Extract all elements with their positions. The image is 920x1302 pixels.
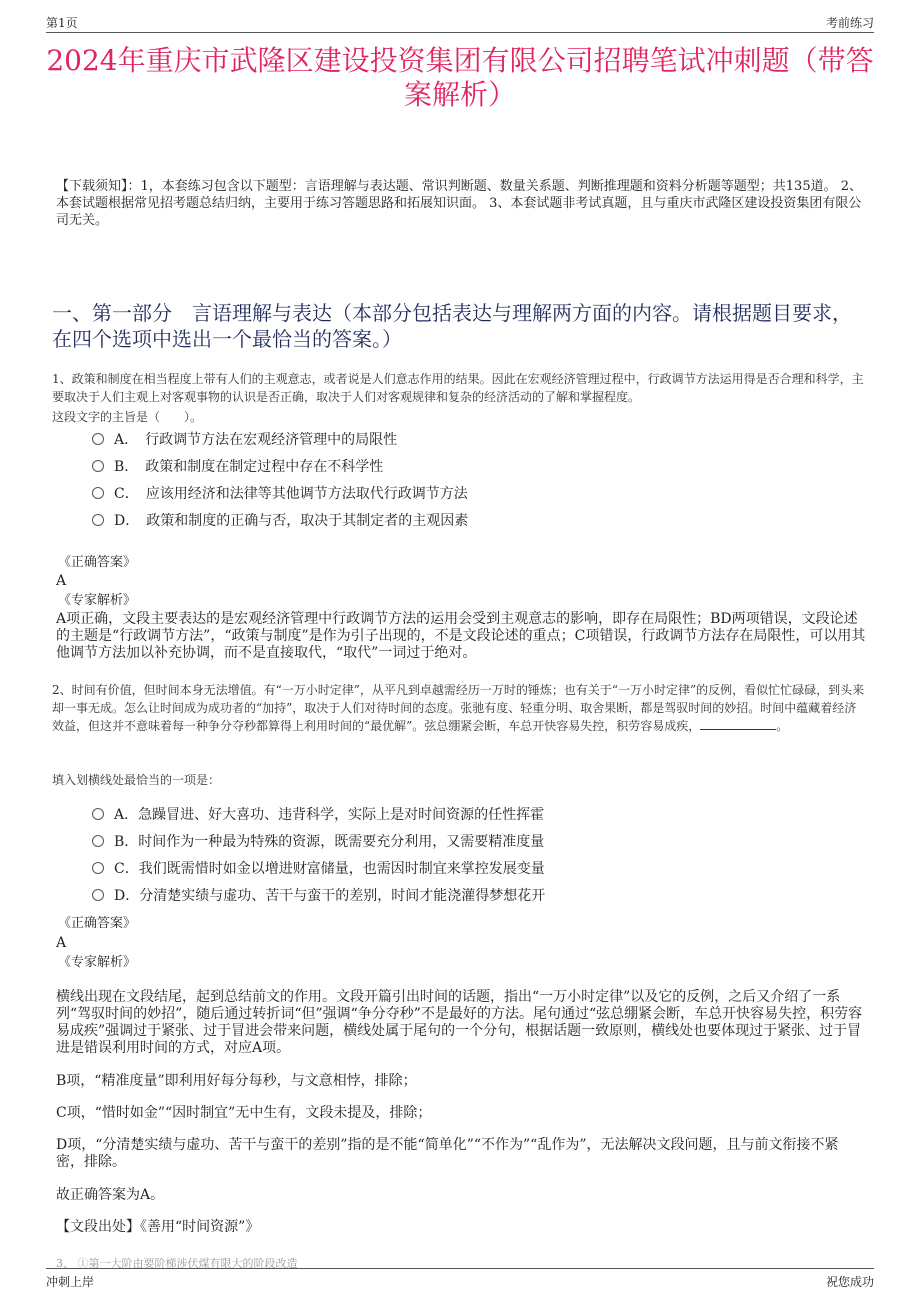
q2-analysis-d: D项，“分清楚实绩与虚功、苦干与蛮干的差别”指的是不能“简单化”“不作为”“乱作为”，无法解决文段问题，且与前文衔接不紧密，排除。: [56, 1137, 839, 1170]
question-1-ask: 这段文字的主旨是（ ）。: [52, 410, 203, 424]
radio-icon[interactable]: [92, 835, 104, 847]
q1-answer-label: 《正确答案》: [58, 555, 137, 570]
footer-right: 祝您成功: [825, 1275, 874, 1289]
answer-blank: [700, 717, 776, 730]
page-number: 第1页: [46, 16, 78, 30]
page-header: [46, 12, 874, 33]
q1-option-d[interactable]: D． 政策和制度的正确与否，取决于其制定者的主观因素: [92, 512, 468, 530]
q1-option-b[interactable]: B． 政策和制度在制定过程中存在不科学性: [92, 458, 383, 476]
q2-answer: A: [56, 935, 67, 951]
radio-icon[interactable]: [92, 514, 104, 526]
q2-answer-label: 《正确答案》: [58, 916, 137, 931]
next-question-cutoff: 3、 ①第一大阶由要阶梯涉伏煤有限大的阶段改造: [56, 1257, 298, 1270]
question-2-ask: 填入划横线处最恰当的一项是：: [52, 773, 221, 787]
radio-icon[interactable]: [92, 889, 104, 901]
radio-icon[interactable]: [92, 487, 104, 499]
q1-analysis-label: 《专家解析》: [58, 593, 137, 608]
q1-option-c[interactable]: C． 应该用经济和法律等其他调节方法取代行政调节方法: [92, 485, 468, 503]
q1-analysis: A项正确，文段主要表达的是宏观经济管理中行政调节方法的运用会受到主观意志的影响，即存在局限性；BD两项错误，文段论述的主题是“行政调节方法”，“政策与制度”是作为引子出现的，不是文段论述的重点；C项错误，行政调节方法存在局限性，可以用其他调节方法加以补充协调，而不是直接取代，“取代”一词过于绝对。: [56, 611, 866, 661]
q2-source: 【文段出处】《善用“时间资源”》: [56, 1219, 260, 1235]
q2-option-c[interactable]: C．我们既需惜时如金以增进财富储量，也需因时制宜来掌控发展变量: [92, 860, 545, 878]
radio-icon[interactable]: [92, 460, 104, 472]
radio-icon[interactable]: [92, 862, 104, 874]
footer-left: 冲刺上岸: [46, 1275, 95, 1289]
q2-analysis-c: C项，“惜时如金”“因时制宜”无中生有，文段未提及，排除；: [56, 1105, 432, 1121]
q2-option-b[interactable]: B．时间作为一种最为特殊的资源，既需要充分利用，又需要精准度量: [92, 833, 544, 851]
question-2-stem: 2、时间有价值，但时间本身无法增值。有“一万小时定律”，从平凡到卓越需经历一万时的锤炼；也有关于“一万小时定律”的反例，看似忙忙碌碌，到头来却一事无成。怎么让时间成为成功者的“加持”，取决于人们对待时间的态度。张驰有度、轻重分明、取舍果断，都是驾驭时间的妙招。时间中蕴藏着经济效益，但这并不意味着每一种争分夺秒都算得上利用时间的“最优解”。弦总绷紧会断，车总开快容易失控，积劳容易成疾， 。: [52, 683, 865, 733]
radio-icon[interactable]: [92, 433, 104, 445]
question-1-stem: 1、政策和制度在相当程度上带有人们的主观意志，或者说是人们意志作用的结果。因此在宏观经济管理过程中，行政调节方法运用得是否合理和科学，主要取决于人们主观上对客观事物的认识是否正确，取决于人们对客观规律和复杂的经济活动的了解和掌握程度。: [52, 372, 864, 404]
q2-analysis-label: 《专家解析》: [58, 955, 137, 970]
download-notice: 【下载须知】：1，本套练习包含以下题型：言语理解与表达题、常识判断题、数量关系题、判断推理题和资料分析题等题型；共135道。 2、本套试题根据常见招考题总结归纳，主要用于练习答题思路和拓展知识面。 3、本套试题非考试真题，且与重庆市武隆区建设投资集团有限公司无关。: [56, 179, 862, 228]
document-title: 2024年重庆市武隆区建设投资集团有限公司招聘笔试冲刺题（带答案解析）: [46, 44, 874, 111]
page-footer: [46, 1268, 874, 1291]
q1-option-a[interactable]: A． 行政调节方法在宏观经济管理中的局限性: [92, 431, 397, 449]
q2-option-a[interactable]: A．急躁冒进、好大喜功、违背科学，实际上是对时间资源的任性挥霍: [92, 806, 544, 824]
q2-option-d[interactable]: D．分清楚实绩与虚功、苦干与蛮干的差别，时间才能浇灌得梦想花开: [92, 887, 545, 905]
q2-analysis-b: B项，“精准度量”即利用好每分每秒，与文意相悖，排除；: [56, 1073, 417, 1089]
q1-answer: A: [56, 573, 67, 589]
q2-analysis-paragraph: 横线出现在文段结尾，起到总结前文的作用。文段开篇引出时间的话题，指出“一万小时定律”以及它的反例，之后又介绍了一系列“驾驭时间的妙招”，随后通过转折词“但”强调“争分夺秒”不是最好的方法。尾句通过“弦总绷紧会断，车总开快容易失控，积劳容易成疾”强调过于紧张、过于冒进会带来问题，横线处属于尾句的一个分句，根据话题一致原则，横线处也要体现过于紧张、过于冒进是错误利用时间的方式，对应A项。: [56, 989, 863, 1056]
radio-icon[interactable]: [92, 808, 104, 820]
section-title: 一、第一部分 言语理解与表达（本部分包括表达与理解两方面的内容。请根据题目要求，在四个选项中选出一个最恰当的答案。）: [52, 301, 852, 351]
q2-conclusion: 故正确答案为A。: [56, 1187, 165, 1203]
header-tag: 考前练习: [825, 16, 874, 30]
